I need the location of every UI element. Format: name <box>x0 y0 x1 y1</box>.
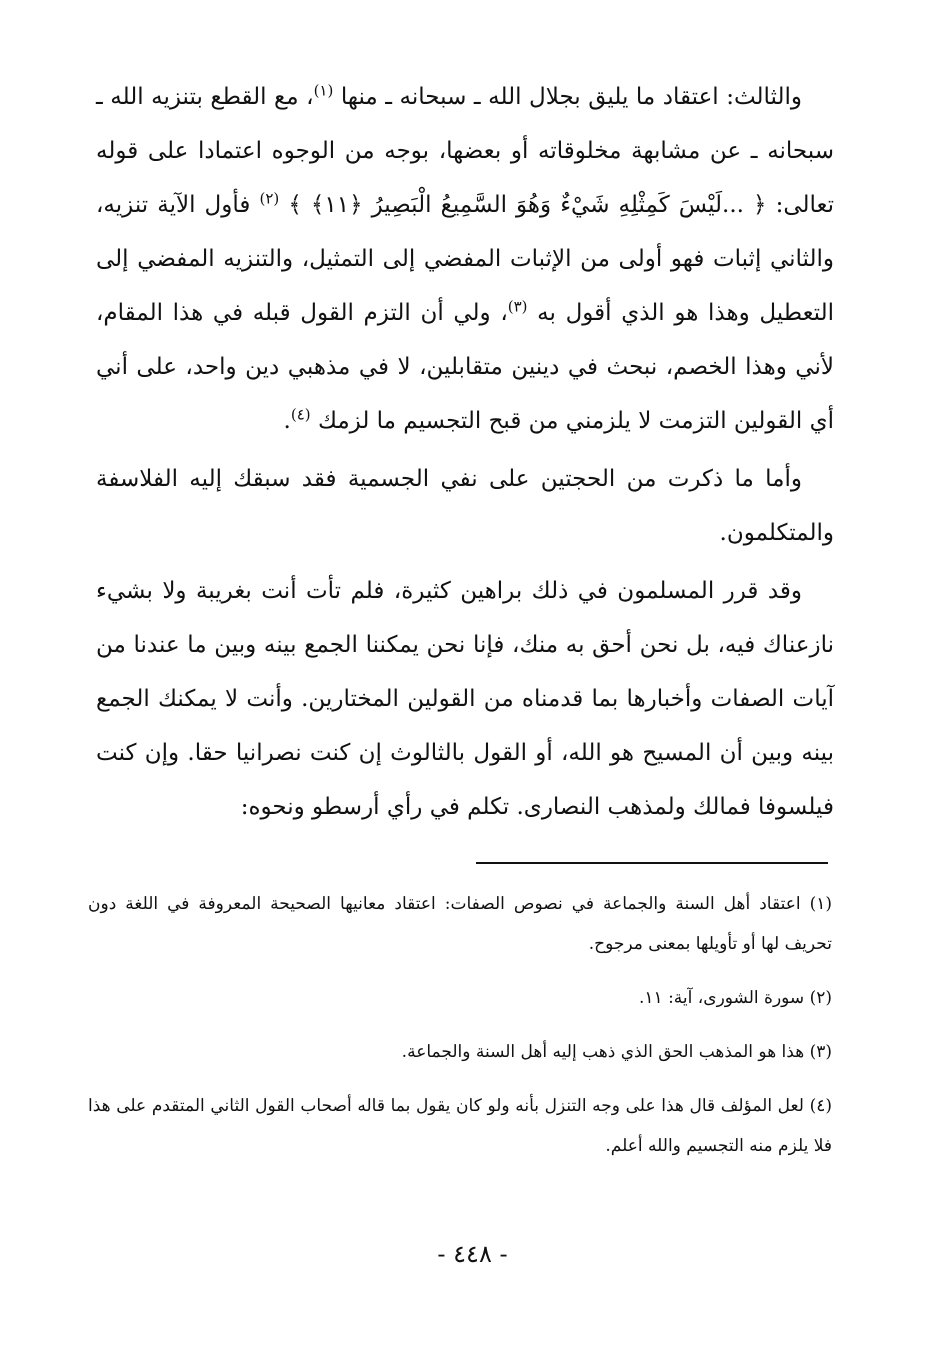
footnote-1: (١) اعتقاد أهل السنة والجماعة في نصوص الصفات: اعتقاد معانيها الصحيحة المعروفة في اللغة دون تحريف لها أو تأويلها بمعنى مرجوح. <box>88 894 832 954</box>
footnote-ref-3: (٣) <box>507 297 528 316</box>
footnote-2: (٢) سورة الشورى، آية: ١١. <box>639 988 832 1008</box>
main-text <box>96 70 834 834</box>
paragraph-2: وأما ما ذكرت من الحجتين على نفي الجسمية فقد سبقك إليه الفلاسفة والمتكلمون. <box>96 466 834 546</box>
footnote-ref-1: (١) <box>313 81 334 100</box>
footnote-ref-4: (٤) <box>290 405 311 424</box>
text-segment: فأول الآية تنزيه، والثاني إثبات فهو أولى من الإثبات المفضي إلى التمثيل، والتنزيه المفضي إلى التعطيل وهذا هو الذي أقول به <box>96 192 834 326</box>
footnotes <box>88 884 832 1180</box>
footnote-separator <box>476 862 828 864</box>
paragraph-1 <box>96 70 834 448</box>
text-segment: . <box>283 408 291 434</box>
footnote-ref-2: (٢) <box>259 189 280 208</box>
quran-verse: ﴿ ...لَيْسَ كَمِثْلِهِ شَيْءٌ وَهُوَ السَّمِيعُ الْبَصِيرُ ﴿١١﴾ ﴾ <box>288 192 767 218</box>
footnote-4: (٤) لعل المؤلف قال هذا على وجه التنزل بأنه ولو كان يقول بما قاله أصحاب القول الثاني المتقدم على هذا فلا يلزم منه التجسيم والله أعلم. <box>88 1096 832 1156</box>
text-segment: ، ولي أن التزم القول قبله في هذا المقام، لأني وهذا الخصم، نبحث في دينين متقابلين، لا في مذهبي دين واحد، على أني أي القولين التزمت لا يلزمني من قبح التجسيم ما لزمك <box>96 300 834 434</box>
text-segment: والثالث: اعتقاد ما يليق بجلال الله ـ سبحانه ـ منها <box>333 84 803 110</box>
text-segment: ، مع القطع بتنزيه الله ـ سبحانه ـ عن مشابهة مخلوقاته أو بعضها، بوجه من الوجوه اعتمادا على قوله تعالى: <box>96 84 835 218</box>
paragraph-3: وقد قرر المسلمون في ذلك براهين كثيرة، فلم تأت أنت بغريبة ولا بشيء نازعناك فيه، بل نحن أحق به منك، فإنا نحن يمكننا الجمع بينه وبين ما عندنا من آيات الصفات وأخبارها بما قدمناه من القولين المختارين. وأنت لا يمكنك الجمع بينه وبين أن المسيح هو الله، أو القول بالثالوث إن كنت نصرانيا حقا. وإن كنت فيلسوفا فمالك ولمذهب النصارى. تكلم في رأي أرسطو ونحوه: <box>96 578 834 820</box>
page-number: - ٤٤٨ - <box>437 1240 508 1268</box>
footnote-3: (٣) هذا هو المذهب الحق الذي ذهب إليه أهل السنة والجماعة. <box>401 1042 832 1062</box>
text-segment <box>279 192 288 218</box>
